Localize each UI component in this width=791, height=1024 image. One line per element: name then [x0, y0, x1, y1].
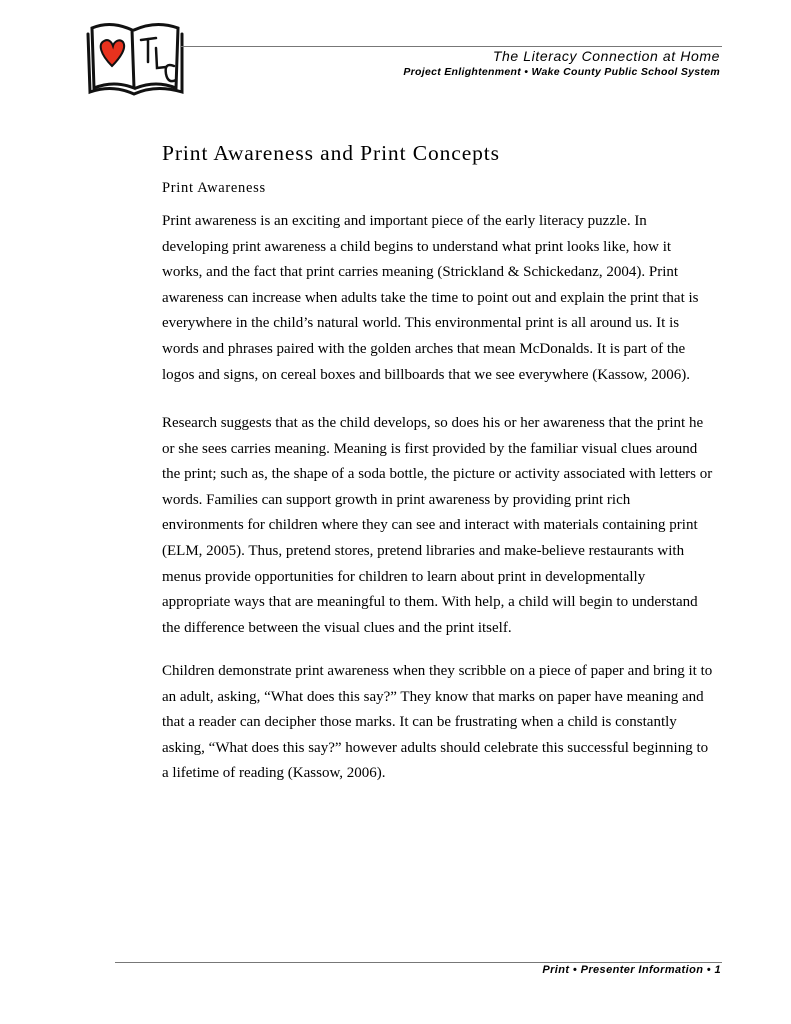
text-line: everywhere in the child’s natural world. This environmental print is all around us. It is: [162, 315, 680, 332]
text-line: that a reader can decipher those marks. It can be frustrating when a child is constantly: [162, 714, 677, 731]
text-line: awareness can increase when adults take the time to point out and explain the print that is: [162, 289, 699, 306]
text-line: (ELM, 2005). Thus, pretend stores, pretend libraries and make-believe restaurants with: [162, 542, 685, 559]
text-line: words and phrases paired with the golden arches that mean McDonalds. It is part of the: [162, 340, 686, 357]
text-line: a lifetime of reading (Kassow, 2006).: [162, 765, 386, 782]
text-line: Research suggests that as the child develops, so does his or her awareness that the print he: [162, 415, 704, 431]
text-line: Print awareness is an exciting and important piece of the early literacy puzzle. In: [162, 213, 647, 229]
footer-rule: [115, 962, 722, 963]
text-line: asking, “What does this say?” however adults should celebrate this successful beginning to: [162, 739, 709, 756]
text-line: environments for children where they can see and interact with materials containing print: [162, 517, 698, 534]
header-title: The Literacy Connection at Home: [492, 48, 720, 64]
text-line: appropriate ways that are meaningful to them. With help, a child will begin to understand: [162, 594, 698, 611]
text-line: an adult, asking, “What does this say?” They know that marks on paper have meaning and: [162, 688, 704, 705]
paragraph-3: [162, 659, 712, 787]
header-subtitle: Project Enlightenment • Wake County Public School System: [403, 66, 720, 78]
text-line: developing print awareness a child begins to understand what print looks like, how it: [162, 238, 672, 255]
paragraph-2: [162, 411, 712, 641]
text-line: Children demonstrate print awareness when they scribble on a piece of paper and bring it to: [162, 663, 713, 679]
page-title: Print Awareness and Print Concepts: [162, 141, 500, 165]
header-rule: [181, 46, 722, 47]
text-line: words. Families can support growth in print awareness by providing print rich: [162, 491, 631, 508]
text-line: the difference between the visual clues and the print itself.: [162, 619, 512, 636]
text-line: or she sees carries meaning. Meaning is first provided by the familiar visual clues around: [162, 440, 698, 457]
text-line: menus provide opportunities for children to learn about print in developmentally: [162, 568, 646, 585]
section-heading: Print Awareness: [162, 180, 266, 196]
text-line: works, and the fact that print carries meaning (Strickland & Schickedanz, 2004). Print: [162, 264, 679, 281]
text-line: logos and signs, on cereal boxes and billboards that we see everywhere (Kassow, 2006).: [162, 366, 691, 383]
footer-text: Print • Presenter Information • 1: [542, 964, 721, 976]
text-line: the print; such as, the shape of a soda bottle, the picture or activity associated with letters or: [162, 466, 713, 483]
tlc-book-logo: [86, 18, 186, 96]
paragraph-1: [162, 209, 699, 388]
